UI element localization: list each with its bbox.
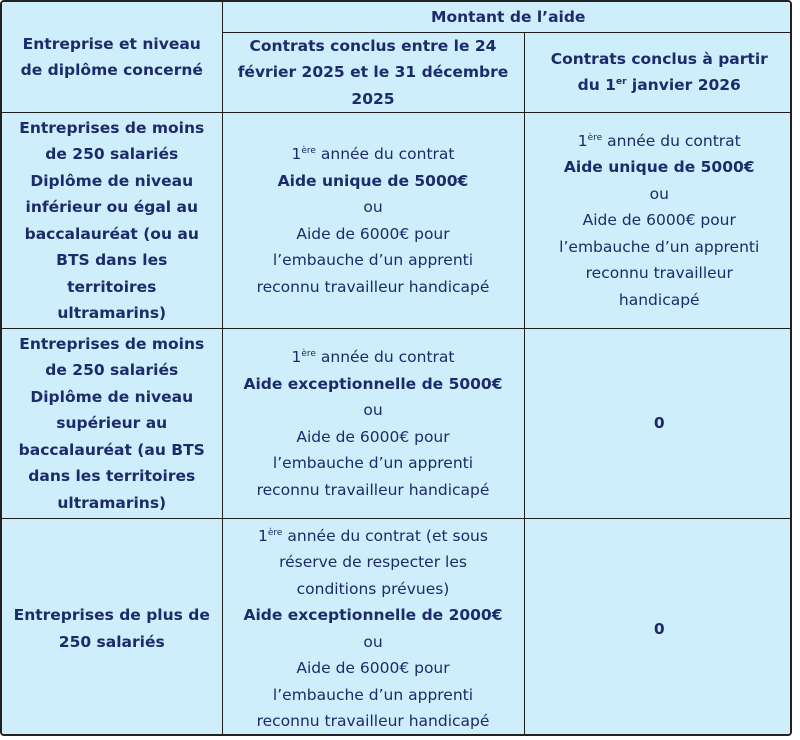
row-3-aid-2025-or: ou [363, 632, 383, 651]
row-2-label-line: Diplôme de niveau [30, 387, 194, 406]
row-1-aid-2025-alt-line: reconnu travailleur handicapé [256, 277, 490, 296]
table-row [2, 113, 792, 329]
header-period-2026-line-2 [531, 72, 789, 99]
header-period-2026-date: janvier 2026 [626, 76, 741, 95]
header-period-2025 [222, 32, 524, 113]
row-1-aid-2025-or: ou [363, 198, 383, 216]
row-1-aid-2026-amount: Aide unique de 5000€ [563, 158, 755, 177]
table-row [2, 329, 792, 519]
row-1-aid-2025-alt-line: l’embauche d’un apprenti [272, 251, 474, 269]
row-2-label-line: dans les territoires [28, 467, 196, 486]
row-2-aid-2025-alt-line: Aide de 6000€ pour [296, 427, 450, 446]
row-3-label-line: 250 salariés [58, 632, 165, 651]
header-company-diploma: Entreprise et niveau de diplôme concerné [2, 2, 222, 113]
row-2-label-line: Entreprises de moins [19, 334, 205, 353]
row-1-aid-2026-alt-line: Aide de 6000€ pour [582, 211, 736, 230]
row-3-aid-2025-alt-line: l’embauche d’un apprenti [272, 685, 474, 704]
row-1-aid-2026-alt-line: handicapé [618, 290, 700, 309]
row-3-aid-2025-amount: Aide exceptionnelle de 2000€ [243, 606, 503, 625]
header-period-2025-line-1: Contrats conclus entre le 24 [249, 36, 497, 55]
row-1-aid-2026-year-text: année du contrat [602, 131, 741, 150]
row-3-aid-2025-alt-line: Aide de 6000€ pour [296, 659, 450, 678]
row-2-label-line: ultramarins) [57, 493, 167, 512]
row-3-label-line: Entreprises de plus de [13, 606, 210, 625]
row-1-aid-2025-alt-line: Aide de 6000€ pour [296, 224, 450, 243]
row-1-aid-2026-or: ou [649, 184, 669, 203]
row-1-aid-2025-amount: Aide unique de 5000€ [277, 171, 469, 190]
row-2-aid-2025-year-text: année du contrat [315, 348, 455, 366]
row-1-aid-2025-sup: ère [301, 145, 316, 156]
row-3-aid-2025-year: 1ère année du contrat (et sous [258, 526, 488, 545]
row-1-label-line: Diplôme de niveau [30, 171, 194, 190]
row-1-label-line: inférieur ou égal au [25, 198, 198, 216]
row-1-label-line: ultramarins) [57, 304, 167, 322]
row-1-aid-2025-year: 1ère année du contrat [291, 145, 455, 163]
row-2-aid-2025-year: 1ère année du contrat [291, 348, 455, 366]
row-2-aid-2025-or: ou [363, 401, 383, 419]
row-2-aid-2025-alt-line: l’embauche d’un apprenti [272, 454, 474, 472]
row-1-label-line: BTS dans les [56, 251, 168, 269]
row-2-label-line: supérieur au [56, 414, 168, 433]
row-1-label-line: de 250 salariés [45, 145, 179, 163]
table-row [2, 519, 792, 737]
row-2-label-line: baccalauréat (au BTS [18, 440, 205, 459]
row-3-aid-2025-year-text: année du contrat (et sous [282, 526, 488, 545]
row-1-label-line: baccalauréat (ou au [24, 224, 199, 243]
row-3-company-label [2, 519, 222, 737]
header-period-2026-line-1: Contrats conclus à partir [550, 49, 768, 68]
aid-amount-table [2, 2, 792, 736]
row-2-aid-2025-amount: Aide exceptionnelle de 5000€ [243, 374, 503, 393]
header-period-2026 [524, 32, 792, 113]
row-2-label-line: de 250 salariés [45, 361, 179, 380]
row-2-aid-2025-sup: ère [301, 348, 316, 359]
row-1-aid-2026-alt-line: reconnu travailleur [585, 264, 733, 283]
header-period-2026-sup: er [615, 77, 627, 88]
row-1-aid-2026 [524, 113, 792, 329]
row-1-aid-2025 [222, 113, 524, 329]
row-3-aid-2025-cond-line: conditions prévues) [296, 579, 450, 598]
row-1-aid-2026-year: 1ère année du contrat [577, 131, 741, 150]
row-2-aid-2025-alt-line: reconnu travailleur handicapé [256, 480, 490, 499]
row-1-label-line: territoires [67, 277, 157, 296]
row-3-aid-2025 [222, 519, 524, 737]
row-1-aid-2025-year-text: année du contrat [315, 145, 455, 163]
row-1-label-line: Entreprises de moins [19, 118, 205, 137]
row-2-aid-2025 [222, 329, 524, 519]
header-aid-amount: Montant de l’aide [222, 2, 792, 32]
row-3-aid-2026: 0 [524, 519, 792, 737]
row-2-aid-2026: 0 [524, 329, 792, 519]
row-3-aid-2025-alt-line: reconnu travailleur handicapé [256, 712, 490, 731]
header-row-group [2, 2, 792, 32]
row-1-company-label [2, 113, 222, 329]
row-1-aid-2026-alt-line: l’embauche d’un apprenti [559, 237, 760, 256]
row-1-aid-2026-sup: ère [587, 132, 603, 143]
row-3-aid-2025-cond-line: réserve de respecter les [279, 553, 467, 572]
row-3-aid-2025-sup: ère [267, 527, 283, 538]
header-period-2025-line-2: février 2025 et le 31 décembre [237, 63, 509, 81]
row-2-company-label [2, 329, 222, 519]
header-period-2026-du: du 1 [577, 76, 616, 95]
header-period-2025-line-3: 2025 [351, 89, 395, 108]
